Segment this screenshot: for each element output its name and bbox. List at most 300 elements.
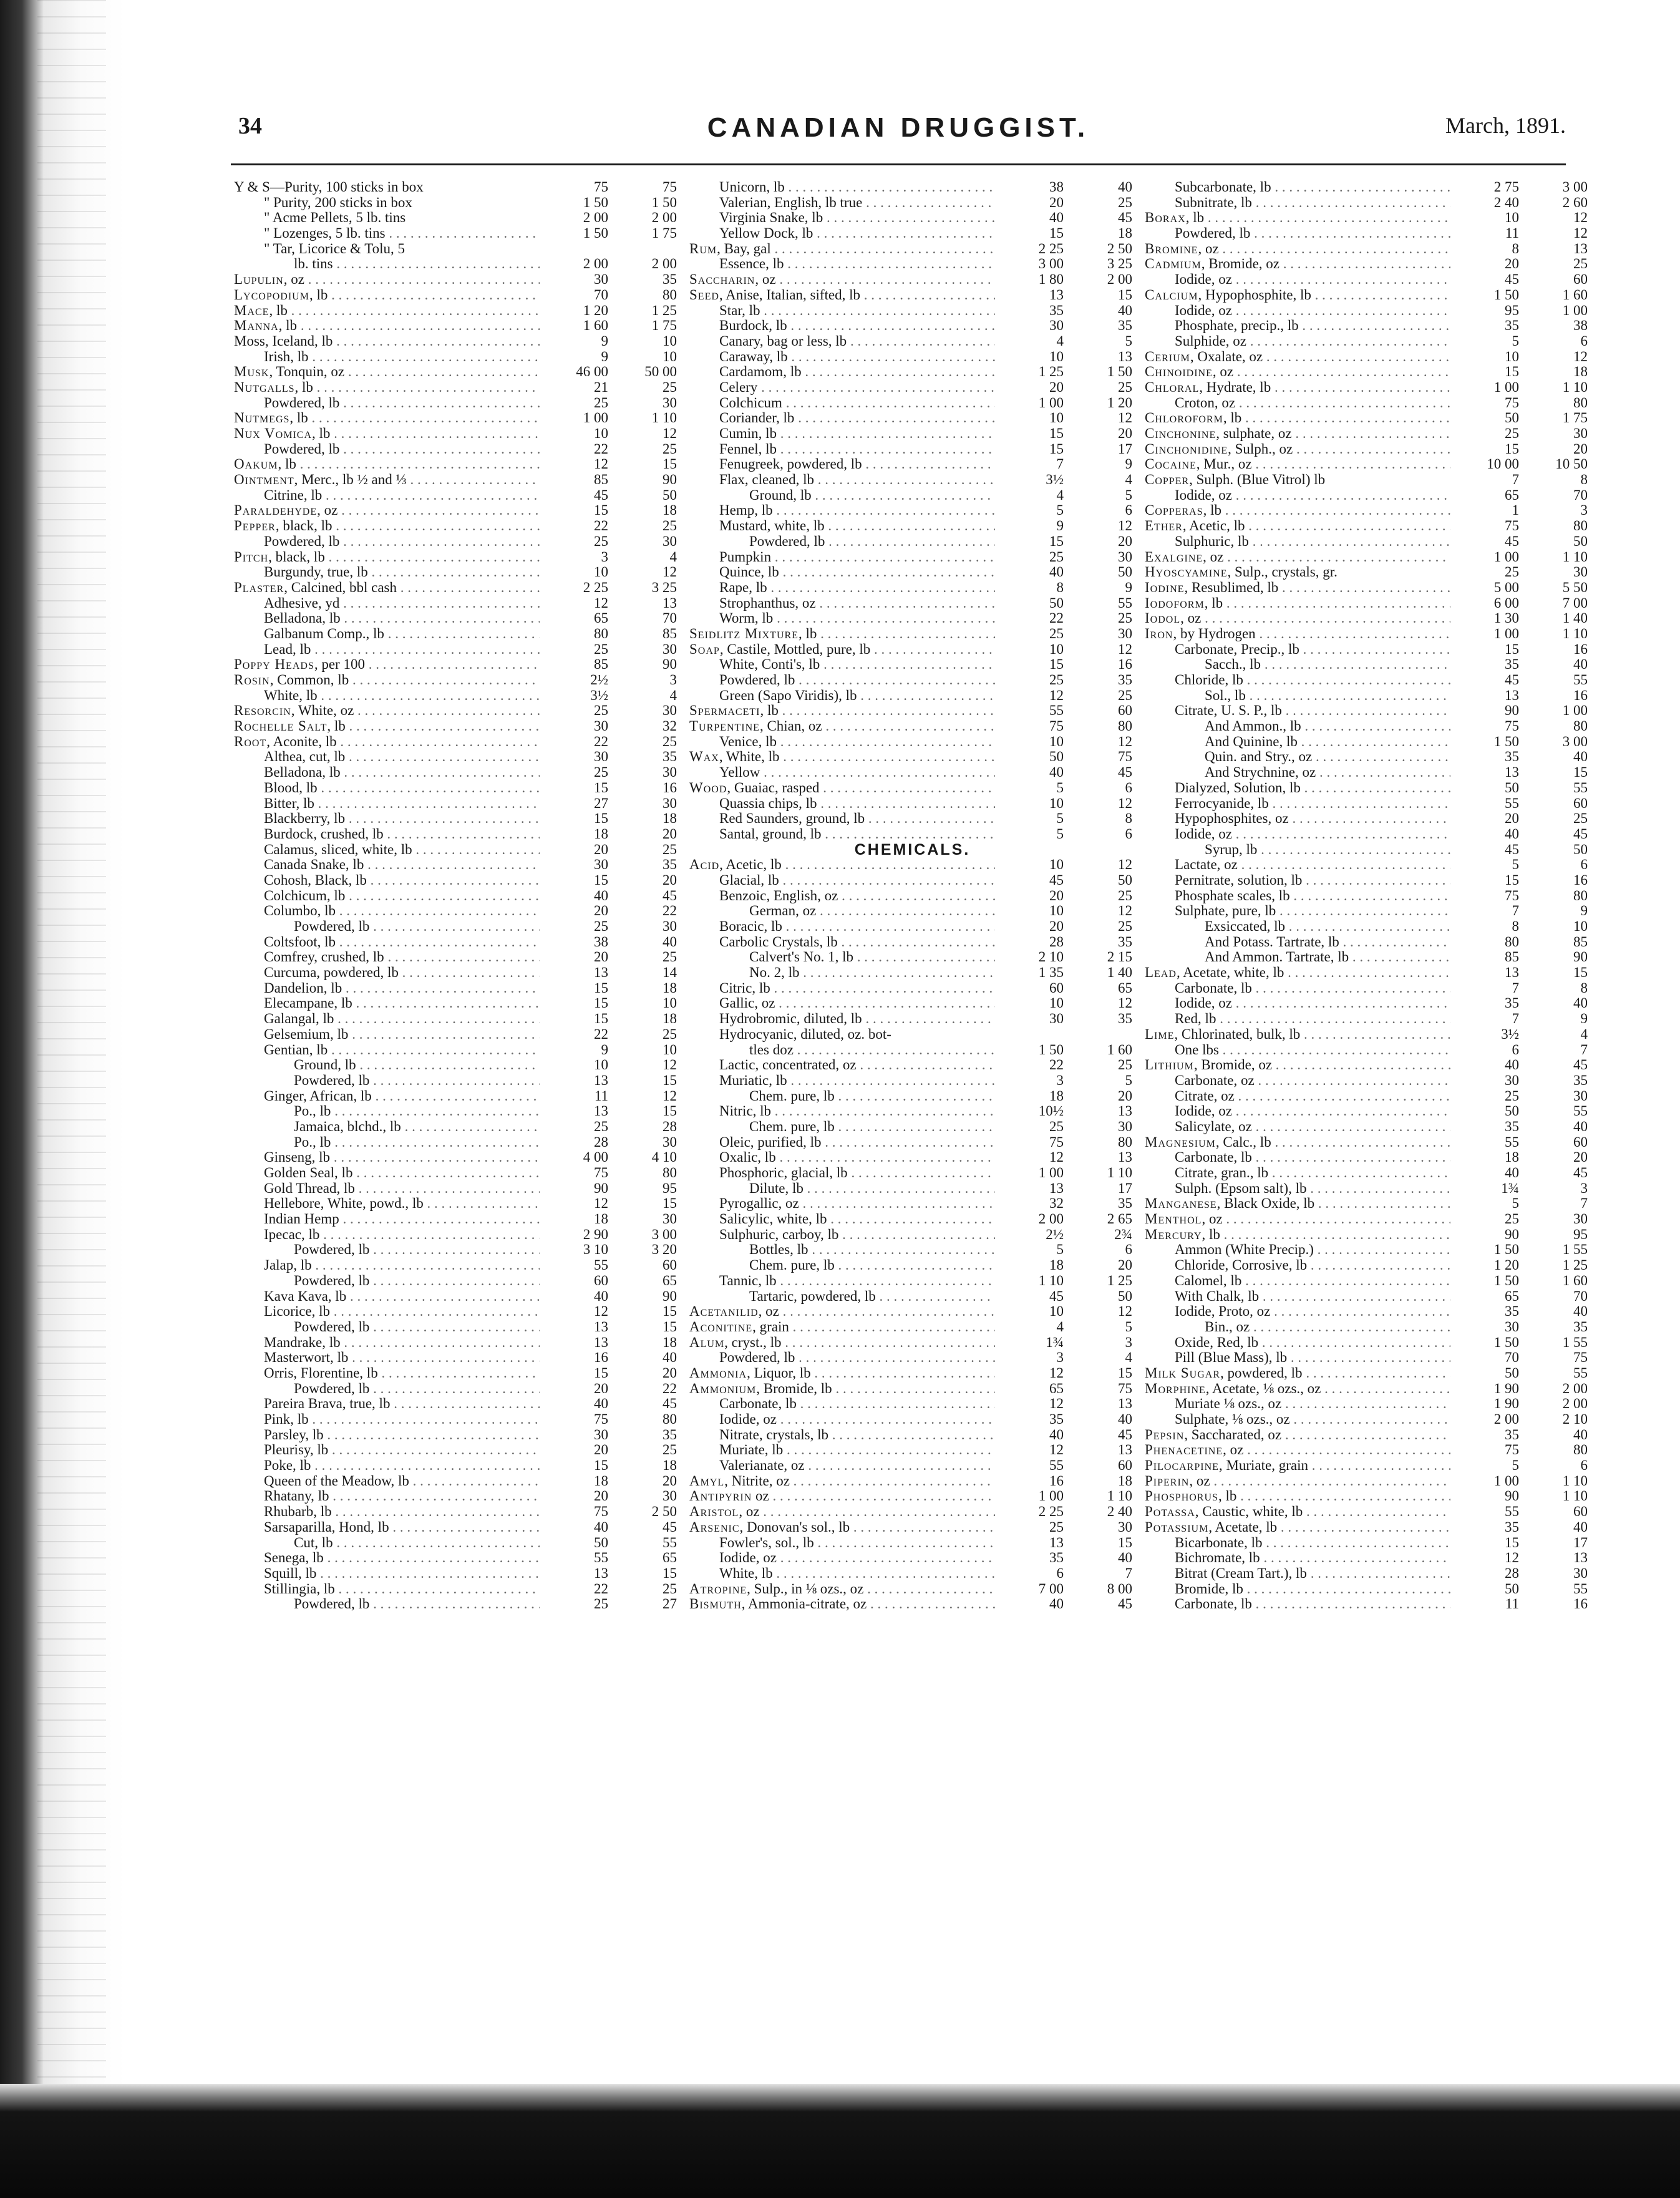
item-name-text: Adhesive, yd: [264, 595, 340, 611]
price-row: [234, 626, 680, 642]
price-low: 3½: [1046, 472, 1064, 488]
price-row: [689, 1043, 1135, 1058]
price-high: 25: [663, 1442, 677, 1458]
item-name-caps: Iodoform: [1145, 595, 1205, 611]
price-row: [1145, 642, 1591, 658]
price-low: 13: [1049, 1534, 1064, 1550]
item-name: [689, 1504, 995, 1520]
item-name-text: , lb: [1185, 210, 1205, 226]
price-high: 5: [1125, 487, 1132, 503]
item-name: [1145, 796, 1450, 812]
price-row: [689, 580, 1135, 596]
item-name-text: , oz: [1203, 549, 1224, 565]
price-low: 10: [1049, 857, 1064, 873]
price-row: [1145, 1427, 1591, 1443]
price-row: [1145, 426, 1591, 442]
price-row: [1145, 1381, 1591, 1397]
price-low: 4: [1056, 1318, 1064, 1335]
price-low: 10: [594, 1057, 608, 1073]
price-low: 1 35: [1038, 965, 1064, 981]
price-high: 2 00: [1562, 1380, 1588, 1396]
price-high: 5: [1125, 333, 1132, 349]
item-name-text: Jalap, lb: [264, 1258, 312, 1273]
item-name: [689, 1273, 995, 1289]
price-low: 11: [594, 1087, 608, 1104]
item-name-text: , Sulph. (Blue Vitrol) lb: [1189, 472, 1326, 488]
price-high: 20: [1118, 533, 1132, 549]
item-name: [1145, 642, 1450, 658]
item-name-text: Cohosh, Black, lb: [264, 872, 367, 888]
price-low: 80: [594, 625, 608, 641]
item-name-caps: Amyl: [689, 1473, 725, 1489]
item-name-text: Powdered, lb: [264, 395, 340, 411]
price-low: 2 25: [1038, 240, 1064, 256]
price-row: [234, 765, 680, 780]
item-name-text: , Nitrite, oz: [724, 1473, 790, 1489]
price-high: 45: [663, 887, 677, 903]
price-high: 12: [663, 1087, 677, 1104]
item-name-text: Dialyzed, Solution, lb: [1175, 780, 1301, 795]
price-low: 30: [594, 1426, 608, 1442]
price-high: 12: [1118, 1303, 1132, 1320]
price-low: 35: [1505, 1519, 1519, 1535]
item-name: [689, 873, 995, 888]
item-name-caps: Seed: [689, 287, 719, 303]
price-row: [1145, 950, 1591, 965]
price-low: 10: [594, 425, 608, 441]
price-high: 1 60: [1562, 286, 1588, 303]
item-name-text: And Quinine, lb: [1205, 734, 1298, 749]
price-low: 50: [594, 1534, 608, 1550]
price-high: 20: [663, 872, 677, 888]
item-name: [1145, 1165, 1450, 1181]
item-name-text: Sulphide, oz: [1175, 333, 1246, 349]
price-high: 35: [663, 271, 677, 288]
item-name: [689, 657, 995, 673]
item-name: [689, 1165, 995, 1181]
item-name-text: Quin. and Stry., oz: [1205, 749, 1313, 765]
price-high: 35: [1118, 933, 1132, 950]
scan-left-speckle: [37, 0, 106, 2198]
item-name-text: Citric, lb: [719, 980, 770, 996]
item-name: [689, 673, 995, 688]
item-name-caps: Root: [234, 734, 267, 749]
price-high: 17: [1118, 440, 1132, 457]
price-row: [234, 318, 680, 334]
price-low: 85: [594, 656, 608, 673]
item-name: [1145, 1242, 1450, 1258]
item-name-text: Galbanum Comp., lb: [264, 626, 384, 641]
price-row: [234, 396, 680, 411]
item-name-text: Iodide, oz: [1175, 487, 1232, 503]
price-high: 55: [1118, 595, 1132, 611]
price-low: 13: [1505, 965, 1519, 981]
price-high: 4: [1580, 1026, 1588, 1042]
price-high: 1 25: [1562, 1257, 1588, 1273]
price-low: 12: [594, 1195, 608, 1212]
price-low: 22: [594, 1026, 608, 1042]
item-name: [1145, 811, 1450, 827]
page-number: 34: [238, 113, 262, 139]
price-low: 55: [1049, 703, 1064, 719]
item-name: [234, 1350, 540, 1366]
item-name-text: , sulphate, oz: [1216, 426, 1292, 441]
price-row: [1145, 1089, 1591, 1104]
item-name-text: Valerianate, oz: [719, 1458, 805, 1474]
item-name-text: Althea, cut, lb: [264, 749, 346, 765]
price-high: 30: [1573, 1211, 1588, 1227]
price-row: [689, 1381, 1135, 1397]
item-name-text: Lactic, concentrated, oz: [719, 1058, 857, 1073]
item-name: [234, 1504, 540, 1520]
price-low: 45: [1049, 1288, 1064, 1304]
price-high: 4: [669, 548, 677, 565]
item-name: [689, 903, 995, 919]
item-name: [1145, 1427, 1450, 1443]
item-name-text: Citrate, U. S. P., lb: [1175, 703, 1282, 719]
item-name-text: Powdered, lb: [294, 1273, 370, 1288]
item-name-text: Iodide, oz: [719, 1412, 777, 1427]
item-name-text: Bromide, lb: [1175, 1581, 1243, 1597]
price-row: [234, 1273, 680, 1289]
item-name: [689, 765, 995, 780]
item-name-text: , lb: [327, 719, 346, 734]
price-low: 45: [1505, 271, 1519, 288]
item-name-text: Hellebore, White, powd., lb: [264, 1196, 424, 1212]
item-name-text: Quassia chips, lb: [719, 795, 817, 811]
price-row: [1145, 1520, 1591, 1535]
price-low: 2 25: [583, 579, 608, 595]
item-name-text: Pyrogallic, oz: [719, 1196, 799, 1212]
item-name-text: Chem. pure, lb: [749, 1088, 835, 1104]
item-name: [234, 1165, 540, 1181]
price-low: 75: [1505, 1442, 1519, 1458]
item-name: [234, 380, 540, 396]
price-low: 4 00: [583, 1149, 608, 1165]
price-high: 40: [1118, 1411, 1132, 1427]
item-name-text: Jamaica, blchd., lb: [294, 1119, 401, 1134]
price-low: 10: [1505, 348, 1519, 364]
price-high: 80: [1573, 887, 1588, 903]
price-row: [689, 1412, 1135, 1427]
item-name-text: Green (Sapo Viridis), lb: [719, 688, 857, 703]
item-name-caps: Iron: [1145, 626, 1173, 641]
item-name-caps: Atropine: [689, 1581, 747, 1597]
item-name-caps: Lupulin: [234, 272, 284, 288]
price-high: 1 55: [1562, 1334, 1588, 1350]
price-low: 75: [594, 179, 608, 195]
price-high: 95: [1573, 1226, 1588, 1242]
price-high: 3 20: [651, 1242, 677, 1258]
item-name-text: Ginseng, lb: [264, 1150, 331, 1165]
price-high: 20: [1573, 440, 1588, 457]
price-high: 40: [1573, 995, 1588, 1011]
item-name: [689, 1196, 995, 1212]
price-high: 2 00: [1562, 1396, 1588, 1412]
price-low: 18: [1049, 1087, 1064, 1104]
item-name-text: And Ammon. Tartrate, lb: [1205, 950, 1349, 965]
price-high: 30: [663, 703, 677, 719]
item-name: [1145, 380, 1450, 396]
item-name-caps: Nux Vomica: [234, 426, 312, 441]
price-high: 75: [1573, 1349, 1588, 1366]
item-name-text: Gentian, lb: [264, 1042, 328, 1058]
item-name-text: , Acetate, white, lb: [1176, 965, 1284, 981]
price-high: 45: [1573, 1057, 1588, 1073]
price-row: [234, 827, 680, 842]
price-row: [689, 380, 1135, 396]
price-high: 2 00: [651, 210, 677, 226]
price-low: 13: [594, 1103, 608, 1119]
price-low: 28: [594, 1134, 608, 1150]
item-name-text: And Ammon., lb: [1205, 719, 1301, 734]
price-row: [1145, 1535, 1591, 1551]
price-high: 45: [1118, 764, 1132, 780]
price-low: 22: [594, 1580, 608, 1597]
price-high: 25: [663, 841, 677, 857]
price-high: 75: [1118, 1380, 1132, 1396]
item-name-text: Iodide, oz: [1175, 1104, 1232, 1119]
price-high: 18: [1573, 364, 1588, 380]
item-name: [689, 1058, 995, 1073]
item-name: [234, 580, 540, 596]
item-name-text: , lb: [1203, 503, 1221, 518]
item-name: [234, 1458, 540, 1474]
item-name: [689, 364, 995, 380]
item-name-caps: Chinoidine: [1145, 364, 1213, 380]
item-name-text: And Potass. Tartrate, lb: [1205, 934, 1339, 950]
price-low: 1¾: [1501, 1180, 1519, 1196]
item-name: [234, 1135, 540, 1150]
price-low: 10: [594, 564, 608, 580]
item-name-caps: Potassa: [1145, 1504, 1195, 1520]
item-name-text: Cardamom, lb: [719, 364, 802, 380]
price-row: [1145, 749, 1591, 765]
item-name-text: Carbonate, lb: [1175, 980, 1252, 996]
price-row: [234, 1535, 680, 1551]
price-high: 20: [663, 1472, 677, 1489]
item-name-text: Canary, bag or less, lb: [719, 333, 847, 349]
price-row: [689, 688, 1135, 704]
item-name-text: Star, lb: [719, 303, 760, 318]
price-row: [234, 919, 680, 935]
price-high: 25: [1118, 194, 1132, 210]
item-name-text: Ammon (White Precip.): [1175, 1242, 1314, 1258]
price-row: [234, 642, 680, 658]
item-name-text: , lb: [1218, 1489, 1237, 1504]
price-low: 5: [1056, 825, 1064, 842]
price-low: 1¾: [1046, 1334, 1064, 1350]
item-name: [234, 1566, 540, 1582]
price-high: 7: [1580, 1041, 1588, 1058]
price-low: 75: [1049, 1134, 1064, 1150]
price-row: [234, 1350, 680, 1366]
price-row: [689, 642, 1135, 658]
price-low: 22: [1049, 610, 1064, 626]
item-name-text: Glacial, lb: [719, 872, 779, 888]
price-row: [1145, 1396, 1591, 1412]
price-high: 10: [663, 348, 677, 364]
price-low: 9: [601, 333, 608, 349]
price-row: [689, 657, 1135, 673]
item-name-text: , lb: [289, 411, 308, 426]
item-name-text: Rhatany, lb: [264, 1489, 329, 1504]
item-name-text: Essence, lb: [719, 256, 784, 272]
price-high: 30: [1573, 1565, 1588, 1581]
price-row: [1145, 1258, 1591, 1273]
price-row: [689, 396, 1135, 411]
price-high: 35: [663, 857, 677, 873]
item-name: [689, 380, 995, 396]
price-row: [689, 534, 1135, 550]
price-low: 7: [1512, 1011, 1519, 1027]
item-name-text: " Tar, Licorice & Tolu, 5: [264, 241, 405, 256]
item-name-text: Burgundy, true, lb: [264, 565, 368, 580]
item-name: [1145, 1289, 1450, 1305]
price-low: 7: [1056, 456, 1064, 472]
price-row: [234, 1582, 680, 1597]
item-name-caps: Resorcin: [234, 703, 291, 719]
item-name-text: Bicarbonate, lb: [1175, 1535, 1263, 1550]
price-high: 40: [1573, 1118, 1588, 1134]
price-low: 22: [594, 440, 608, 457]
price-high: 6: [1580, 1457, 1588, 1474]
item-name: [234, 1150, 540, 1165]
item-name-text: , lb: [1202, 1227, 1220, 1242]
price-high: 85: [663, 625, 677, 641]
item-name-text: Carbonate, lb: [1175, 1597, 1252, 1612]
price-row: [234, 1258, 680, 1273]
item-name-caps: Lycopodium: [234, 287, 309, 303]
item-name-text: , lb: [798, 626, 817, 641]
price-high: 45: [1573, 825, 1588, 842]
item-name: [1145, 256, 1450, 272]
price-low: 40: [594, 887, 608, 903]
price-low: 10: [1049, 795, 1064, 811]
item-name-text: Sulphate, ⅛ ozs., oz: [1175, 1412, 1290, 1427]
price-high: 25: [1118, 887, 1132, 903]
price-high: 50: [1118, 564, 1132, 580]
item-name: [1145, 503, 1450, 518]
price-high: 60: [663, 1257, 677, 1273]
item-name: [689, 919, 995, 935]
price-high: 2¾: [1114, 1226, 1132, 1242]
item-name: [689, 1427, 995, 1443]
item-name-text: Muriatic, lb: [719, 1072, 787, 1088]
item-name-text: Ferrocyanide, lb: [1175, 795, 1269, 811]
price-row: [689, 703, 1135, 719]
item-name: [234, 1273, 540, 1289]
item-name-caps: Iodol: [1145, 611, 1181, 626]
price-high: 30: [1573, 564, 1588, 580]
item-name: [234, 1396, 540, 1412]
item-name: [1145, 1212, 1450, 1227]
price-low: 15: [1049, 440, 1064, 457]
price-row: [234, 1320, 680, 1335]
item-name: [1145, 1366, 1450, 1381]
item-name-text: , Resublimed, lb: [1184, 580, 1279, 595]
item-name: [689, 1489, 995, 1504]
item-name-text: Gelsemium, lb: [264, 1026, 349, 1042]
price-row: [1145, 1350, 1591, 1366]
price-row: [689, 996, 1135, 1011]
price-high: 1 10: [1562, 548, 1588, 565]
item-name-caps: Spermaceti: [689, 703, 760, 719]
item-name: [1145, 611, 1450, 626]
price-low: 2½: [590, 672, 608, 688]
price-row: [1145, 518, 1591, 534]
price-low: 35: [1505, 749, 1519, 765]
item-name: [1145, 719, 1450, 734]
price-low: 18: [1049, 1257, 1064, 1273]
price-high: 35: [1118, 318, 1132, 334]
price-low: 46 00: [576, 364, 608, 380]
price-high: 2 50: [651, 1504, 677, 1520]
price-high: 80: [1573, 394, 1588, 411]
price-high: 80: [1118, 1134, 1132, 1150]
item-name-text: " Purity, 200 sticks in box: [264, 195, 412, 210]
price-row: [1145, 457, 1591, 472]
price-low: 45: [594, 487, 608, 503]
item-name-caps: Aconitine: [689, 1319, 753, 1335]
price-low: 15: [1505, 641, 1519, 657]
price-high: 60: [1573, 1134, 1588, 1150]
price-high: 16: [1573, 1596, 1588, 1612]
item-name-text: Dilute, lb: [749, 1180, 804, 1196]
price-low: 20: [594, 1380, 608, 1396]
price-row: [234, 1196, 680, 1212]
item-name: [689, 226, 995, 241]
price-low: 30: [1505, 1318, 1519, 1335]
price-high: 16: [1118, 656, 1132, 673]
price-low: 2 10: [1038, 949, 1064, 965]
price-row: [234, 472, 680, 488]
price-row: [234, 411, 680, 426]
price-row: [234, 180, 680, 195]
item-name: [1145, 288, 1450, 303]
price-low: 3: [1056, 1072, 1064, 1088]
price-row: [1145, 442, 1591, 457]
item-name: [689, 1150, 995, 1165]
item-name-text: Pareira Brava, true, lb: [264, 1396, 391, 1412]
price-high: 2 65: [1107, 1211, 1132, 1227]
price-high: 25: [663, 440, 677, 457]
item-name-text: lb. tins: [294, 256, 333, 272]
price-low: 1 20: [1493, 1257, 1519, 1273]
item-name-text: , Sulp., crystals, gr.: [1227, 565, 1338, 580]
item-name-text: Powdered, lb: [294, 1381, 370, 1396]
item-name: [234, 411, 540, 426]
price-low: 35: [1505, 1118, 1519, 1134]
price-low: 27: [594, 795, 608, 811]
price-row: [689, 1535, 1135, 1551]
price-low: 15: [594, 1011, 608, 1027]
item-name-text: Po., lb: [294, 1104, 331, 1119]
price-row: [689, 1011, 1135, 1027]
item-name-caps: Rosin: [234, 673, 270, 688]
item-name: [234, 857, 540, 873]
price-high: 1 25: [651, 302, 677, 318]
price-high: 12: [1118, 410, 1132, 426]
price-high: 1 50: [1107, 364, 1132, 380]
price-low: 35: [1505, 1303, 1519, 1320]
price-row: [234, 950, 680, 965]
price-low: 50: [1505, 1364, 1519, 1381]
item-name-text: , Acetic, lb: [1182, 518, 1245, 534]
price-row: [689, 272, 1135, 288]
price-high: 13: [1118, 1396, 1132, 1412]
item-name: [689, 1212, 995, 1227]
